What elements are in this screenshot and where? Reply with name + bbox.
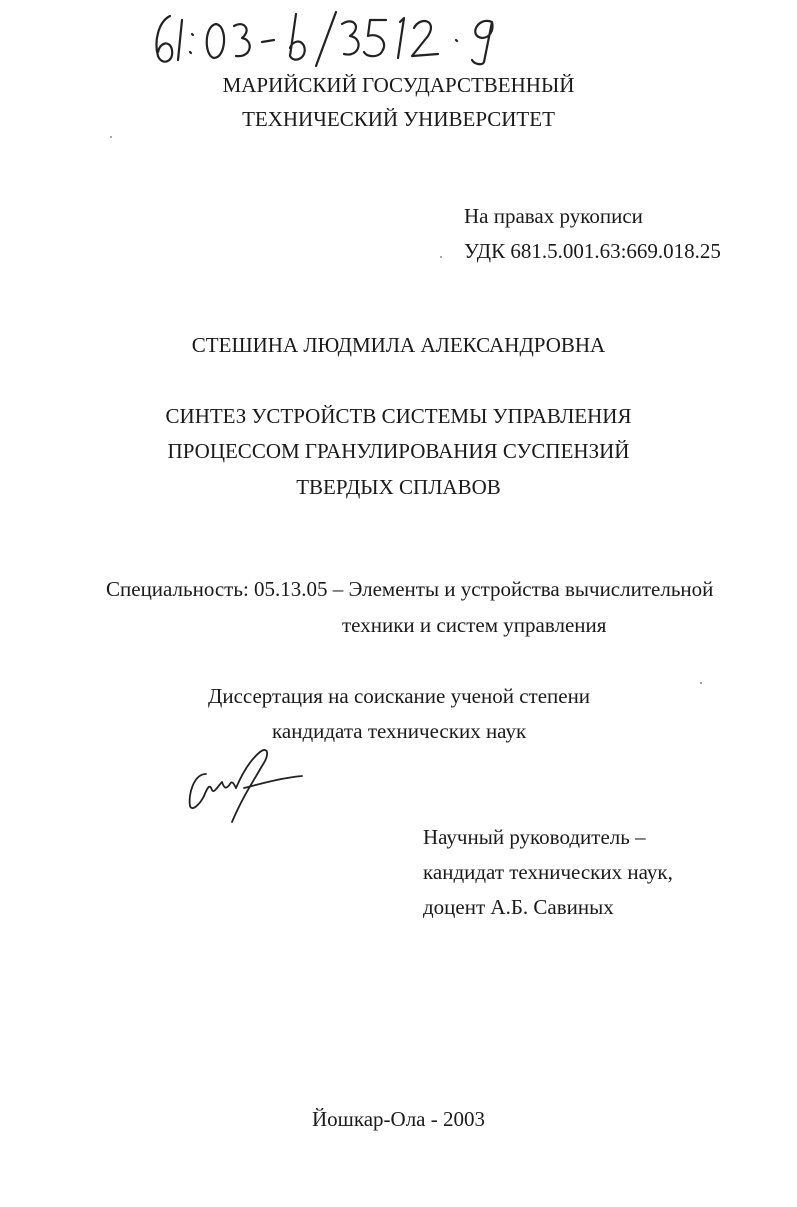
supervisor-line-1: Научный руководитель – (423, 825, 646, 849)
handwritten-archive-code (148, 8, 508, 70)
supervisor-line-2: кандидат технических наук, (423, 860, 673, 884)
scan-speck (700, 682, 702, 684)
specialty-line-2: техники и систем управления (342, 613, 607, 637)
city-year: Йошкар-Ола - 2003 (312, 1107, 485, 1131)
manuscript-rights: На правах рукописи (464, 204, 643, 228)
signature (184, 744, 308, 828)
thesis-title-line-2: ПРОЦЕССОМ ГРАНУЛИРОВАНИЯ СУСПЕНЗИЙ (167, 439, 630, 463)
university-line-1: МАРИЙСКИЙ ГОСУДАРСТВЕННЫЙ (222, 73, 575, 97)
degree-line-2: кандидата технических наук (272, 719, 527, 743)
thesis-title-line-1: СИНТЕЗ УСТРОЙСТВ СИСТЕМЫ УПРАВЛЕНИЯ (165, 404, 632, 428)
author-name: СТЕШИНА ЛЮДМИЛА АЛЕКСАНДРОВНА (191, 333, 606, 357)
supervisor-line-3: доцент А.Б. Савиных (423, 895, 614, 919)
university-line-2: ТЕХНИЧЕСКИЙ УНИВЕРСИТЕТ (242, 107, 555, 131)
thesis-title-line-3: ТВЕРДЫХ СПЛАВОВ (296, 475, 501, 499)
specialty-line-1: Специальность: 05.13.05 – Элементы и устройства вычислительной (106, 577, 714, 601)
udc-code: УДК 681.5.001.63:669.018.25 (464, 239, 721, 263)
degree-line-1: Диссертация на соискание ученой степени (208, 684, 591, 708)
scan-speck (440, 256, 442, 258)
scan-speck (110, 136, 112, 138)
